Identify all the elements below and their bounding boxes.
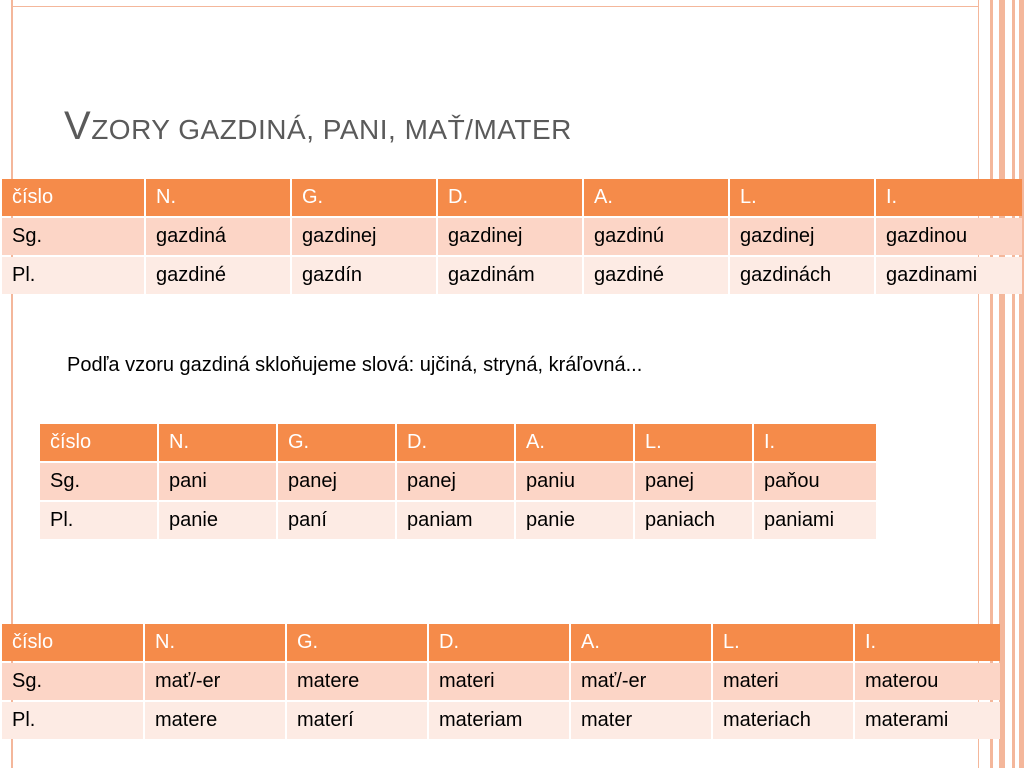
table-cell: paniu [516,463,633,500]
table-cell: panej [397,463,514,500]
header-cell: D. [438,179,582,216]
table-cell: gazdinách [730,257,874,294]
header-cell: číslo [2,179,144,216]
table-header-row [40,424,876,461]
right-stripe-3 [1012,0,1015,768]
top-border-line [11,6,979,7]
title-rest: ZORY GAZDINÁ, PANI, MAŤ/MATER [91,114,572,145]
table-row [40,463,876,500]
table-cell: paňou [754,463,876,500]
header-cell: N. [145,624,285,661]
declension-note: Podľa vzoru gazdiná skloňujeme slová: ujčiná, stryná, kráľovná... [67,354,643,376]
header-cell: A. [571,624,711,661]
table-cell: gazdinú [584,218,728,255]
table-row [40,502,876,539]
table-row [2,257,1022,294]
table-cell: paniam [397,502,514,539]
header-cell: D. [397,424,514,461]
right-stripe-4 [1019,0,1024,768]
header-cell: číslo [2,624,143,661]
table-row [2,663,1000,700]
table-cell: materami [855,702,1000,739]
table-cell: mať/-er [571,663,711,700]
table-cell: panie [516,502,633,539]
header-cell: číslo [40,424,157,461]
header-cell: A. [516,424,633,461]
table-cell: Sg. [40,463,157,500]
table-cell: gazdinám [438,257,582,294]
table-cell: materi [713,663,853,700]
table-cell: materí [287,702,427,739]
table-cell: Pl. [2,257,144,294]
table-cell: materou [855,663,1000,700]
table-cell: panie [159,502,276,539]
table-pani [38,422,878,541]
table-header-row [2,624,1000,661]
table-cell: gazdinami [876,257,1022,294]
header-cell: L. [713,624,853,661]
table-gazdina [0,177,1024,296]
table-cell: gazdinou [876,218,1022,255]
table-cell: mať/-er [145,663,285,700]
table-cell: materiach [713,702,853,739]
table-cell: paní [278,502,395,539]
header-cell: L. [635,424,752,461]
header-cell: N. [159,424,276,461]
table-cell: panej [635,463,752,500]
header-cell: D. [429,624,569,661]
table-row [2,702,1000,739]
header-cell: N. [146,179,290,216]
table-cell: gazdinej [730,218,874,255]
table-header-row [2,179,1022,216]
header-cell: I. [876,179,1022,216]
header-cell: A. [584,179,728,216]
header-cell: G. [287,624,427,661]
table-cell: materi [429,663,569,700]
table-cell: paniami [754,502,876,539]
header-cell: G. [278,424,395,461]
table-cell: pani [159,463,276,500]
table-mat-mater [0,622,1002,741]
table-cell: gazdiné [146,257,290,294]
table-cell: matere [145,702,285,739]
table-cell: gazdiné [584,257,728,294]
table-row [2,218,1022,255]
header-cell: I. [855,624,1000,661]
table-cell: mater [571,702,711,739]
table-cell: materiam [429,702,569,739]
table-cell: panej [278,463,395,500]
header-cell: I. [754,424,876,461]
table-cell: paniach [635,502,752,539]
table-cell: Sg. [2,218,144,255]
slide-title [64,104,572,149]
table-cell: gazdinej [292,218,436,255]
header-cell: L. [730,179,874,216]
table-cell: gazdín [292,257,436,294]
table-cell: gazdinej [438,218,582,255]
header-cell: G. [292,179,436,216]
table-cell: gazdiná [146,218,290,255]
table-cell: matere [287,663,427,700]
table-cell: Pl. [2,702,143,739]
table-cell: Sg. [2,663,143,700]
title-initial: V [64,104,92,148]
table-cell: Pl. [40,502,157,539]
